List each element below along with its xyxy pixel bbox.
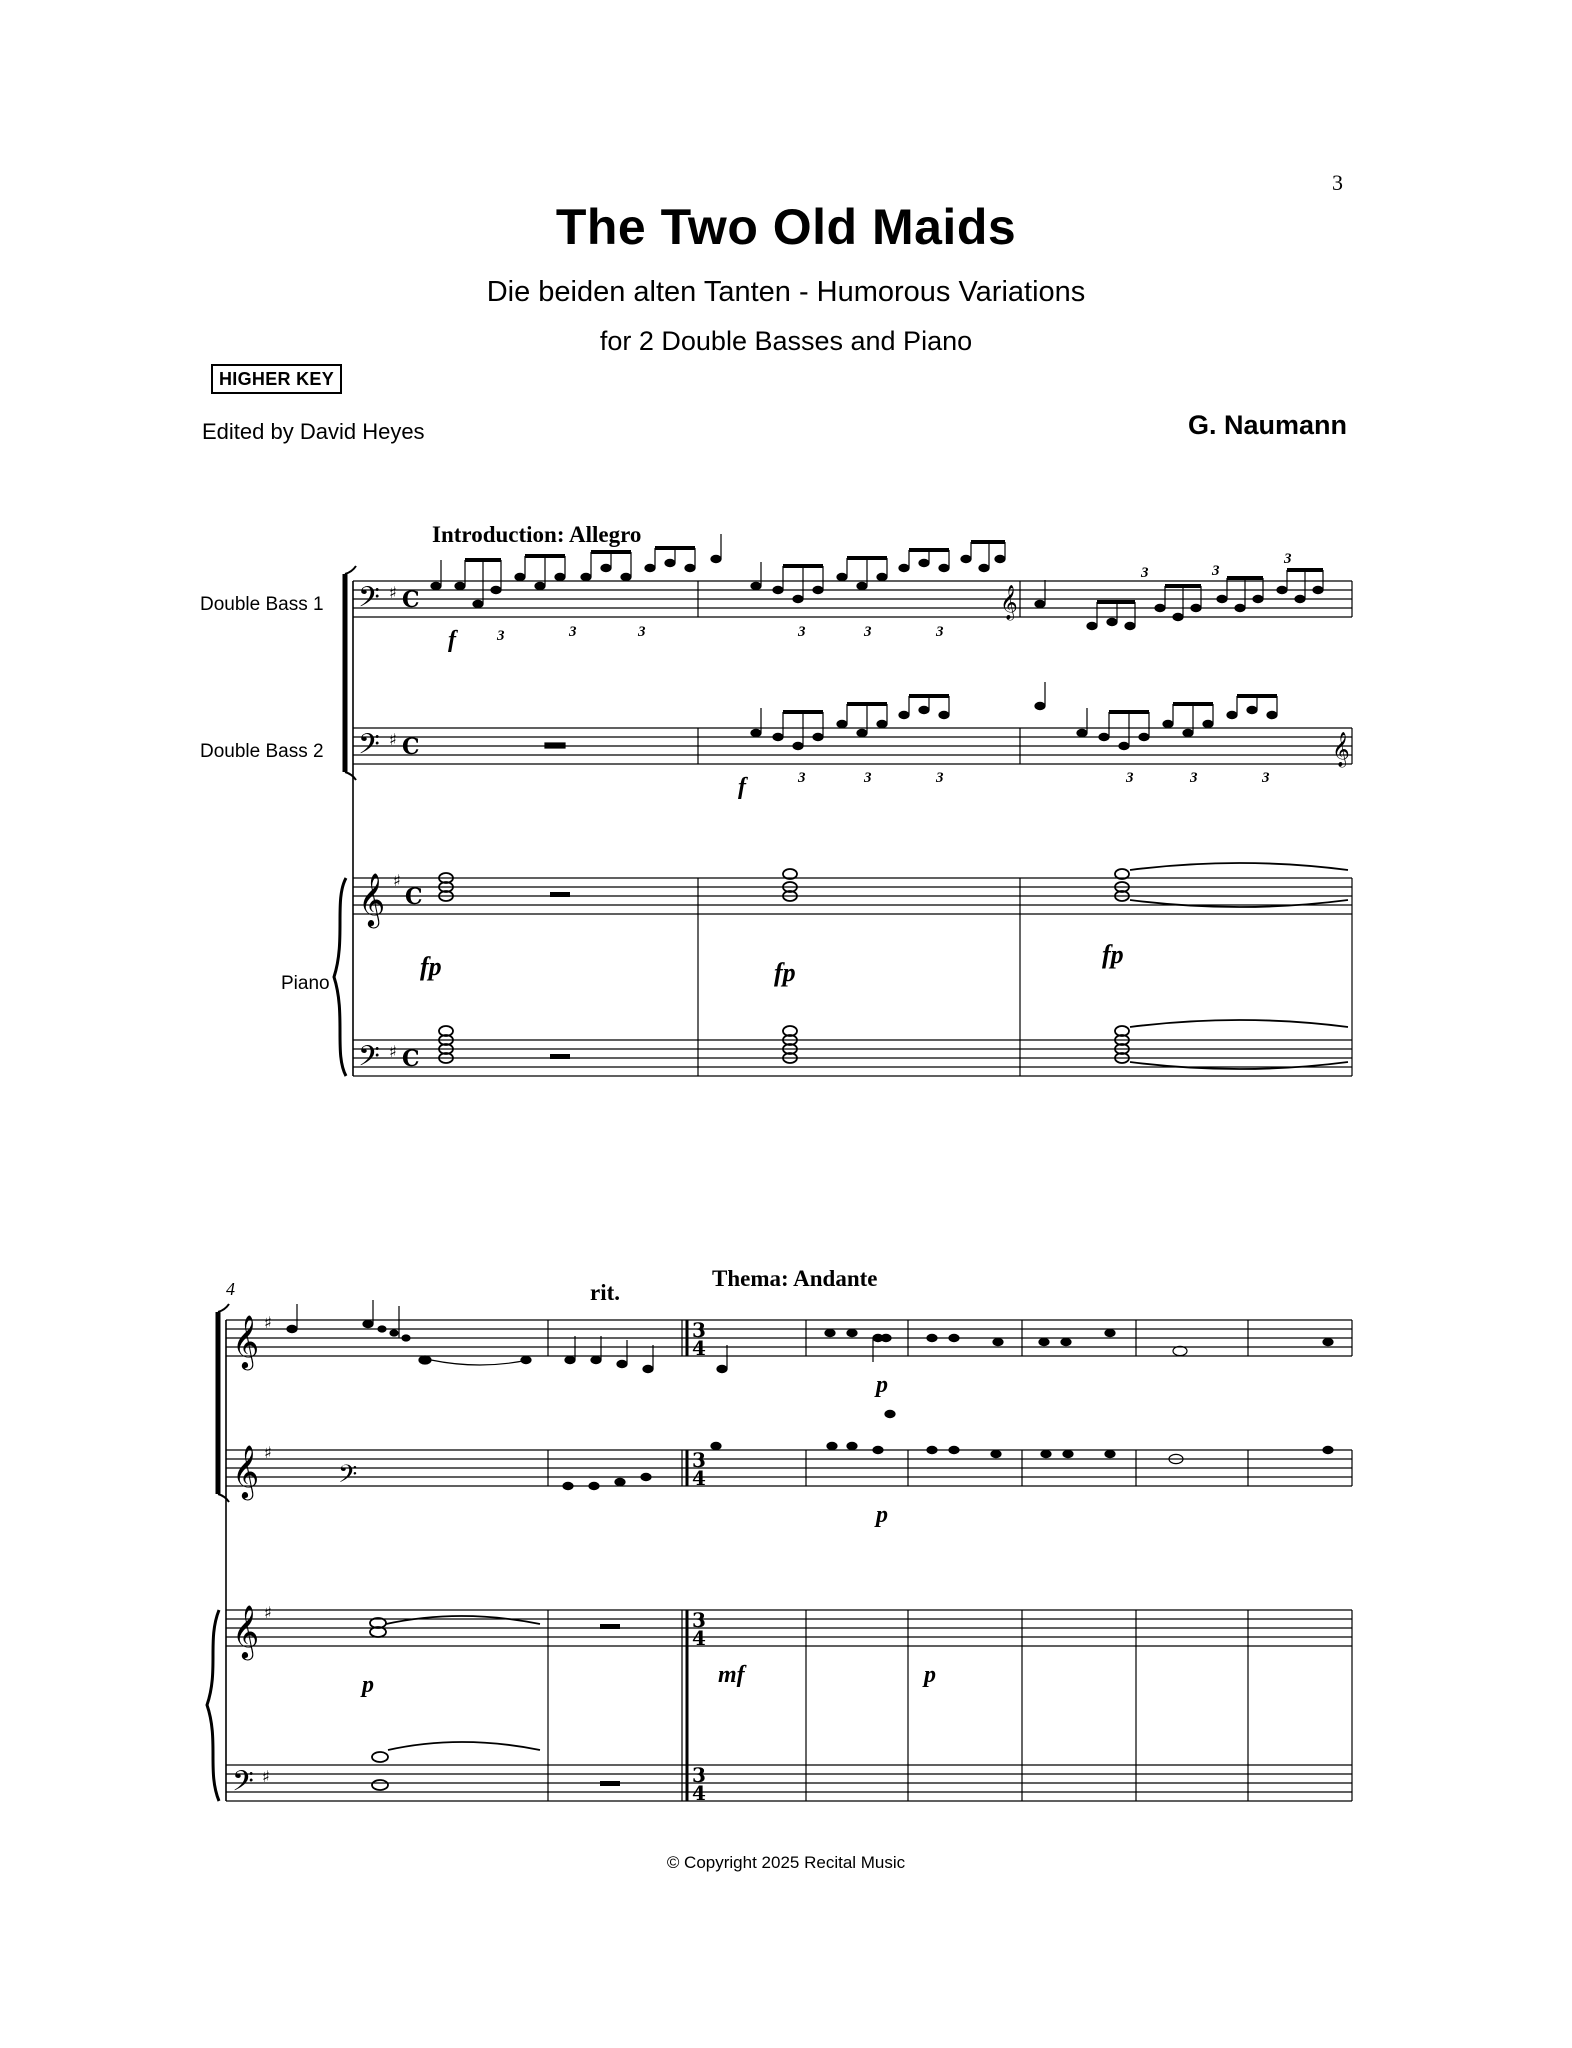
svg-text:3: 3 [692, 1448, 706, 1472]
svg-text:C: C [402, 1046, 420, 1072]
dynamic-piano-bass1: p [876, 1372, 888, 1398]
staff2-double-bass-1 [226, 1320, 1352, 1356]
svg-text:C: C [402, 587, 420, 613]
measure-number: 4 [226, 1279, 235, 1299]
tempo-marking-introduction: Introduction: Allegro [432, 522, 642, 547]
tuplet-3: 3 [569, 624, 577, 640]
copyright-notice: © Copyright 2025 Recital Music [666, 1853, 906, 1872]
svg-text:𝄞: 𝄞 [232, 1314, 260, 1368]
tuplet-3: 3 [864, 624, 872, 640]
higher-key-badge: HIGHER KEY [211, 364, 342, 394]
tuplet-3: 3 [1141, 565, 1149, 581]
staff2-piano-right-hand [226, 1610, 1352, 1646]
score-subtitle: Die beiden alten Tanten - Humorous Variations [486, 276, 1086, 308]
svg-text:♯: ♯ [389, 583, 397, 602]
dynamic-piano-piano-m4: p [924, 1662, 936, 1688]
tuplet-3: 3 [1126, 770, 1134, 786]
rit-marking: rit. [590, 1280, 621, 1305]
dynamic-forte-bass2: f [738, 774, 746, 800]
tuplet-3: 3 [798, 770, 806, 786]
staff2-double-bass-2 [226, 1450, 1352, 1486]
svg-text:3: 3 [692, 1318, 706, 1342]
tuplet-3: 3 [798, 624, 806, 640]
part-label-double-bass-2: Double Bass 2 [200, 741, 324, 762]
svg-text:♯: ♯ [389, 730, 397, 749]
tuplet-3: 3 [1284, 551, 1292, 567]
svg-text:♯: ♯ [393, 871, 401, 890]
svg-text:3: 3 [692, 1763, 706, 1787]
tempo-marking-thema: Thema: Andante [712, 1266, 878, 1291]
tuplet-3: 3 [1190, 770, 1198, 786]
tuplet-3: 3 [1212, 563, 1220, 579]
tuplet-3: 3 [497, 628, 505, 644]
tuplet-3: 3 [936, 770, 944, 786]
svg-text:𝄞: 𝄞 [232, 1444, 260, 1498]
svg-text:3: 3 [692, 1608, 706, 1632]
tuplet-3: 3 [1262, 770, 1270, 786]
svg-text:𝄢: 𝄢 [358, 1040, 380, 1080]
svg-text:𝄢: 𝄢 [358, 581, 380, 621]
staff2-piano-left-hand [226, 1765, 1352, 1801]
dynamic-fp-m3: fp [1102, 940, 1124, 969]
page-number: 3 [1332, 170, 1343, 195]
svg-text:C: C [402, 734, 420, 760]
staff-piano-right-hand [353, 878, 1352, 914]
dynamic-fp-m2: fp [774, 958, 796, 987]
dynamic-mezzo-forte: mf [718, 1662, 745, 1688]
svg-text:𝄢: 𝄢 [338, 1460, 358, 1495]
score-title: The Two Old Maids [555, 199, 1017, 255]
dynamic-piano-bass2: p [876, 1502, 888, 1528]
svg-text:♯: ♯ [264, 1443, 272, 1462]
staff-piano-left-hand [353, 1040, 1352, 1076]
instrumentation: for 2 Double Basses and Piano [599, 326, 973, 356]
svg-text:4: 4 [692, 1626, 706, 1650]
svg-text:♯: ♯ [264, 1313, 272, 1332]
tuplet-3: 3 [936, 624, 944, 640]
staff-double-bass-2 [353, 728, 1352, 764]
svg-text:4: 4 [692, 1336, 706, 1360]
dynamic-fp-m1: fp [420, 952, 442, 981]
svg-text:𝄢: 𝄢 [232, 1765, 254, 1805]
tuplet-3: 3 [638, 624, 646, 640]
svg-text:𝄢: 𝄢 [358, 728, 380, 768]
tuplet-3: 3 [864, 770, 872, 786]
svg-text:♯: ♯ [262, 1767, 270, 1786]
svg-text:𝄞: 𝄞 [358, 872, 386, 926]
svg-text:𝄞: 𝄞 [1000, 585, 1018, 620]
editor-credit: Edited by David Heyes [202, 419, 425, 444]
composer-name: G. Naumann [1187, 410, 1347, 440]
svg-text:♯: ♯ [389, 1042, 397, 1061]
svg-text:C: C [405, 884, 423, 910]
svg-text:4: 4 [692, 1466, 706, 1490]
svg-text:𝄞: 𝄞 [1332, 732, 1350, 767]
dynamic-piano-piano: p [362, 1672, 374, 1698]
svg-text:♯: ♯ [264, 1603, 272, 1622]
svg-text:𝄞: 𝄞 [232, 1604, 260, 1658]
part-label-piano: Piano [281, 973, 330, 994]
part-label-double-bass-1: Double Bass 1 [200, 594, 324, 615]
dynamic-forte-bass1: f [448, 627, 456, 653]
staff-double-bass-1 [353, 581, 1352, 617]
svg-text:4: 4 [692, 1781, 706, 1805]
